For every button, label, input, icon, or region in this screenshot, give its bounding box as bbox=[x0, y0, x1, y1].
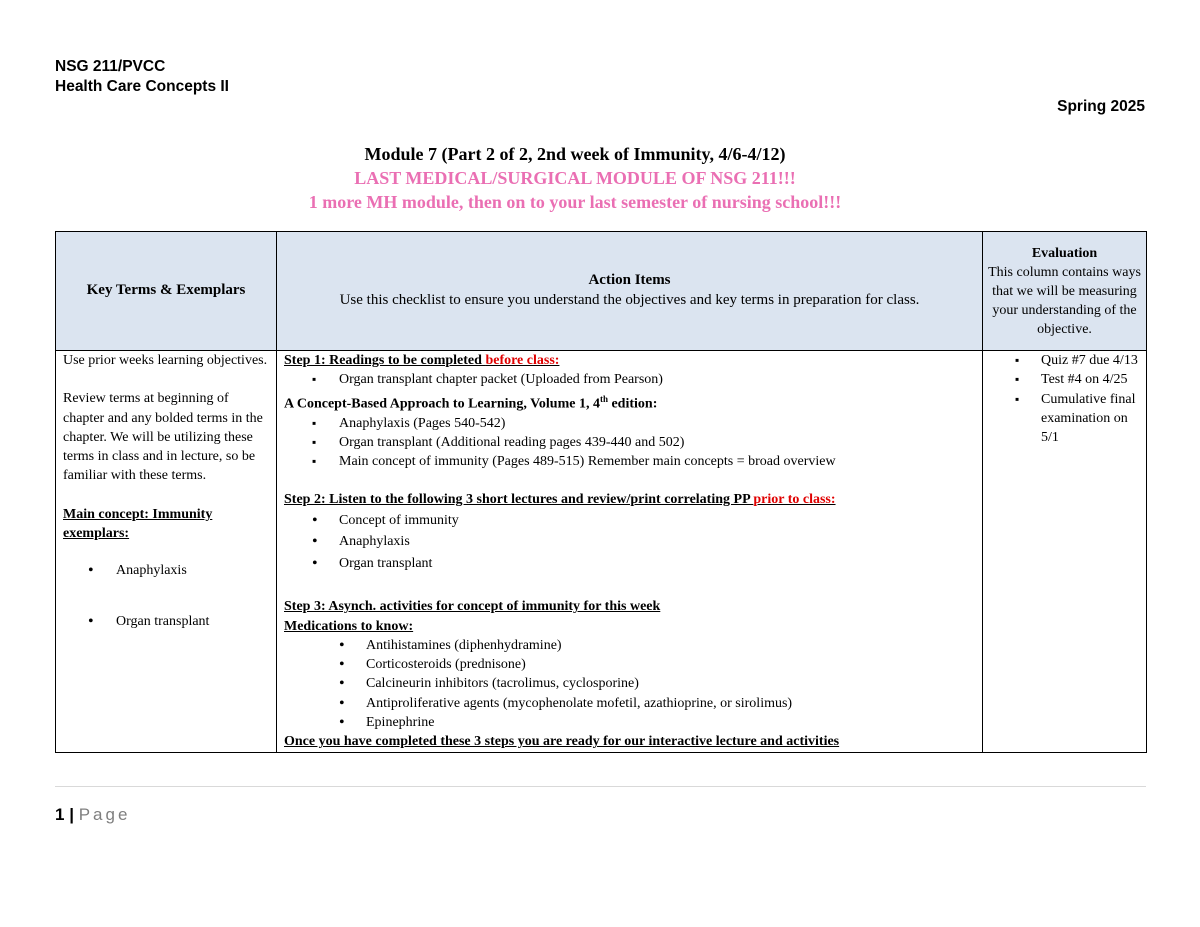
footer-divider bbox=[55, 786, 1146, 787]
module-title-dates: (Part 2 of 2, 2nd week of Immunity, 4/6-4/12) bbox=[441, 144, 786, 164]
list-item: • Anaphylaxis bbox=[312, 531, 975, 553]
list-item: ▪ Organ transplant chapter packet (Uploaded from Pearson) bbox=[312, 370, 975, 389]
exemplar-list-2 bbox=[63, 612, 269, 631]
step-1-list bbox=[284, 370, 975, 389]
list-item: ▪ Cumulative final examination on 5/1 bbox=[1015, 390, 1142, 448]
list-item: • Corticosteroids (prednisone) bbox=[339, 655, 975, 674]
list-item: • Epinephrine bbox=[339, 713, 975, 732]
list-item: ▪ Quiz #7 due 4/13 bbox=[1015, 351, 1142, 370]
module-titles bbox=[0, 142, 1150, 214]
step-1-heading: Step 1: Readings to be completed before class: bbox=[284, 353, 560, 368]
evaluation-title: Evaluation bbox=[1031, 245, 1098, 261]
course-name: Health Care Concepts II bbox=[55, 78, 229, 95]
list-item: ▪ Main concept of immunity (Pages 489-515) Remember main concepts = broad overview bbox=[312, 452, 975, 471]
module-table bbox=[55, 231, 1147, 753]
step-3-heading: Step 3: Asynch. activities for concept of immunity for this week bbox=[284, 599, 661, 615]
evaluation-cell bbox=[983, 351, 1147, 753]
list-item: ▪ Test #4 on 4/25 bbox=[1015, 370, 1142, 389]
list-item: • Organ transplant bbox=[312, 553, 975, 575]
document-header bbox=[55, 57, 229, 97]
step-2-list bbox=[284, 510, 975, 575]
page-label: Page bbox=[78, 805, 131, 824]
table-header-row bbox=[56, 232, 1147, 351]
list-item: • Antihistamines (diphenhydramine) bbox=[339, 636, 975, 655]
evaluation-description: This column contains ways that we will be measuring your understanding of the objective. bbox=[988, 264, 1141, 337]
module-subtitle-1: LAST MEDICAL/SURGICAL MODULE OF NSG 211!!! bbox=[354, 168, 796, 188]
list-item: ▪ Organ transplant (Additional reading pages 439-440 and 502) bbox=[312, 433, 975, 452]
list-item: ▪ Anaphylaxis (Pages 540-542) bbox=[312, 414, 975, 433]
header-key-terms: Key Terms & Exemplars bbox=[56, 232, 277, 351]
closing-statement: Once you have completed these 3 steps you are ready for our interactive lecture and activities bbox=[284, 734, 840, 750]
key-terms-paragraph-2: Review terms at beginning of chapter and any bolded terms in the chapter. We will be utilizing these terms in class and in lecture, so be familiar with these terms. bbox=[63, 391, 263, 484]
medications-list bbox=[284, 636, 975, 732]
module-title bbox=[0, 142, 1150, 166]
action-items-description: Use this checklist to ensure you understand the objectives and key terms in preparation for class. bbox=[339, 292, 920, 309]
key-terms-cell bbox=[56, 351, 277, 753]
exemplar-list bbox=[63, 561, 269, 580]
textbook-heading: A Concept-Based Approach to Learning, Volume 1, 4th edition: bbox=[284, 393, 658, 412]
header-evaluation bbox=[983, 232, 1147, 351]
key-terms-paragraph-1: Use prior weeks learning objectives. bbox=[63, 353, 268, 368]
action-items-cell bbox=[277, 351, 983, 753]
action-items-title: Action Items bbox=[588, 271, 671, 288]
list-item: • Concept of immunity bbox=[312, 510, 975, 532]
footer-separator: | bbox=[69, 805, 74, 824]
module-subtitle-2: 1 more MH module, then on to your last semester of nursing school!!! bbox=[308, 192, 842, 212]
term-label: Spring 2025 bbox=[1057, 98, 1145, 115]
evaluation-list bbox=[987, 351, 1142, 447]
medications-heading: Medications to know: bbox=[284, 618, 414, 634]
page-number: 1 bbox=[55, 805, 65, 824]
list-item: • Calcineurin inhibitors (tacrolimus, cyclosporine) bbox=[339, 674, 975, 693]
textbook-list bbox=[284, 414, 975, 472]
list-item: • Organ transplant bbox=[88, 612, 269, 631]
page-footer bbox=[55, 805, 130, 825]
module-title-prefix: Module 7 bbox=[364, 144, 442, 164]
course-code: NSG 211/PVCC bbox=[55, 58, 166, 75]
main-concept-label: Main concept: Immunity exemplars: bbox=[63, 506, 213, 542]
header-action-items bbox=[277, 232, 983, 351]
step-2-heading: Step 2: Listen to the following 3 short lectures and review/print correlating PP prior to class: bbox=[284, 492, 836, 508]
list-item: • Antiproliferative agents (mycophenolate mofetil, azathioprine, or sirolimus) bbox=[339, 694, 975, 713]
list-item: • Anaphylaxis bbox=[88, 561, 269, 580]
table-body-row bbox=[56, 351, 1147, 753]
